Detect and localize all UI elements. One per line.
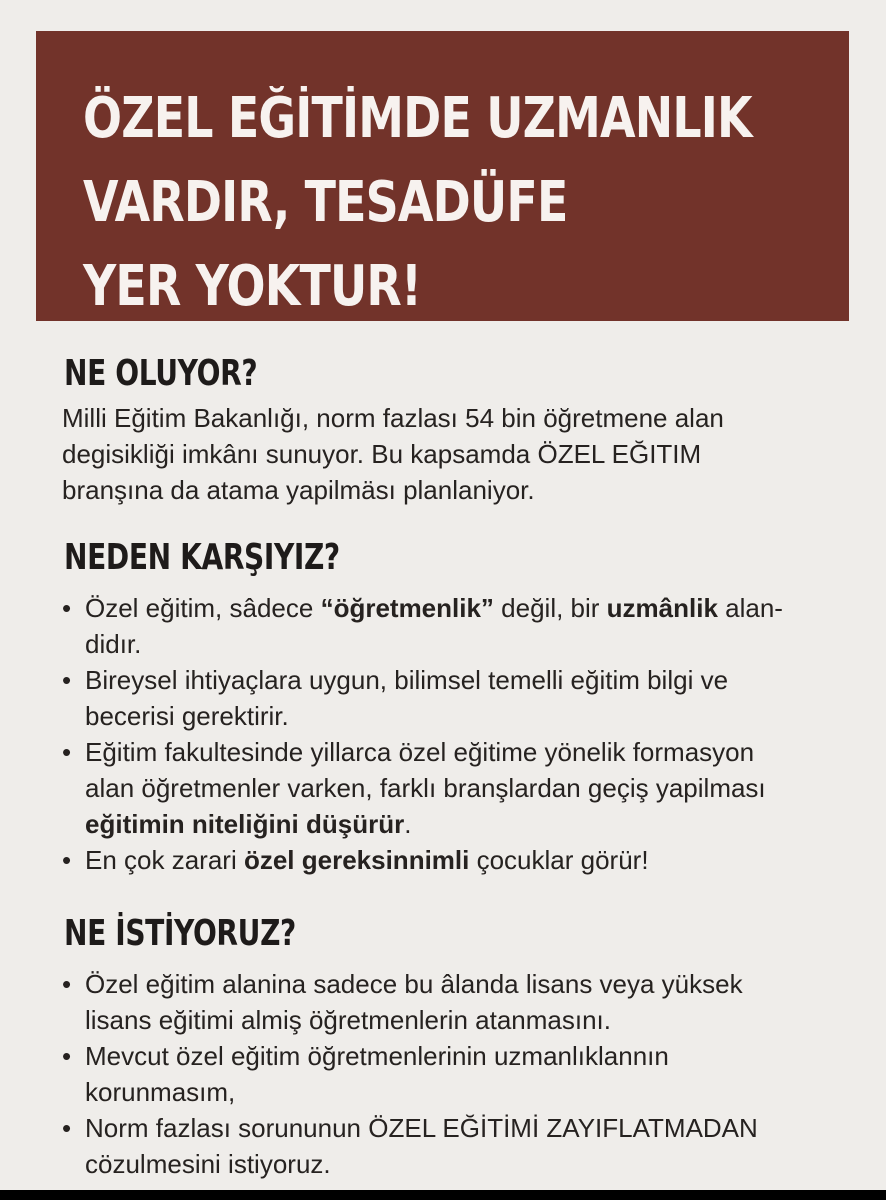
- paragraph-line: Milli Eğitim Bakanlığı, norm fazlası 54 bin öğretmene alan: [62, 403, 724, 433]
- bullet-text: Özel eğitim, sâdece: [85, 593, 321, 623]
- bullet-text: değil, bir: [493, 593, 607, 623]
- list-item: [62, 590, 842, 662]
- bullet-text: En çok zarari: [85, 845, 244, 875]
- list-item: [62, 662, 842, 734]
- section-heading-ne-oluyor: NE OLUYOR?: [64, 353, 258, 394]
- bullet-text: didır.: [85, 629, 142, 659]
- banner-title: [83, 77, 752, 329]
- list-item: [62, 842, 842, 878]
- section-heading-neden-karsiyiz: NEDEN KARŞIYIZ?: [64, 537, 340, 578]
- banner-title-line-3: YER YOKTUR!: [83, 254, 422, 319]
- bullet-text: çocuklar görür!: [469, 845, 649, 875]
- paragraph-line: degisikliği imkânı sunuyor. Bu kapsamda ÖZEL EĞITIM: [62, 439, 702, 469]
- bullet-icon: •: [62, 665, 72, 695]
- bullet-text: alan öğretmenler varken, farklı branşlardan geçiş yapilması: [85, 773, 766, 803]
- bullet-emphasis: eğitimin niteliğini düşürür: [85, 809, 405, 839]
- bullet-emphasis: uzmânlik: [606, 593, 718, 623]
- title-banner: [36, 31, 849, 321]
- bullet-text: Norm fazlası sorununun ÖZEL EĞİTİMİ ZAYIFLATMADAN: [85, 1113, 758, 1143]
- bullet-text: .: [404, 809, 412, 839]
- bullet-icon: •: [62, 1041, 72, 1071]
- bullet-text: becerisi gerektirir.: [85, 701, 289, 731]
- ne-oluyor-paragraph: [62, 400, 842, 508]
- bullet-text: lisans eğitimi almiş öğretmenlerin atanmasını.: [85, 1005, 611, 1035]
- ne-istiyoruz-list: [62, 966, 842, 1182]
- bullet-text: Bireysel ihtiyaçlara uygun, bilimsel temelli eğitim bilgi ve: [85, 665, 729, 695]
- section-heading-ne-istiyoruz: NE İSTİYORUZ?: [64, 913, 296, 954]
- bullet-emphasis: “öğretmenlik”: [320, 593, 494, 623]
- bullet-text: alan-: [717, 593, 783, 623]
- paragraph-line: branşına da atama yapilmäsı planlaniyor.: [62, 475, 535, 505]
- list-item: [62, 1110, 842, 1182]
- bullet-icon: •: [62, 969, 72, 999]
- list-item: [62, 1038, 842, 1110]
- bullet-text: Mevcut özel eğitim öğretmenlerinin uzmanlıklannın: [85, 1041, 669, 1071]
- banner-title-line-2: VARDIR, TESADÜFE: [83, 170, 568, 235]
- bullet-icon: •: [62, 845, 72, 875]
- bullet-text: Eğitim fakultesinde yillarca özel eğitime yönelik formasyon: [85, 737, 755, 767]
- list-item: [62, 966, 842, 1038]
- bullet-text: Özel eğitim alanina sadece bu âlanda lisans veya yüksek: [85, 969, 743, 999]
- neden-karsiyiz-list: [62, 590, 842, 878]
- bullet-icon: •: [62, 593, 72, 623]
- bullet-emphasis: özel gereksinnimli: [243, 845, 470, 875]
- bullet-icon: •: [62, 737, 72, 767]
- bullet-text: cözulmesini istiyoruz.: [85, 1149, 331, 1179]
- bullet-icon: •: [62, 1113, 72, 1143]
- list-item: [62, 734, 842, 842]
- bullet-text: korunmasım,: [85, 1077, 236, 1107]
- banner-title-line-1: ÖZEL EĞİTİMDE UZMANLIK: [83, 86, 752, 151]
